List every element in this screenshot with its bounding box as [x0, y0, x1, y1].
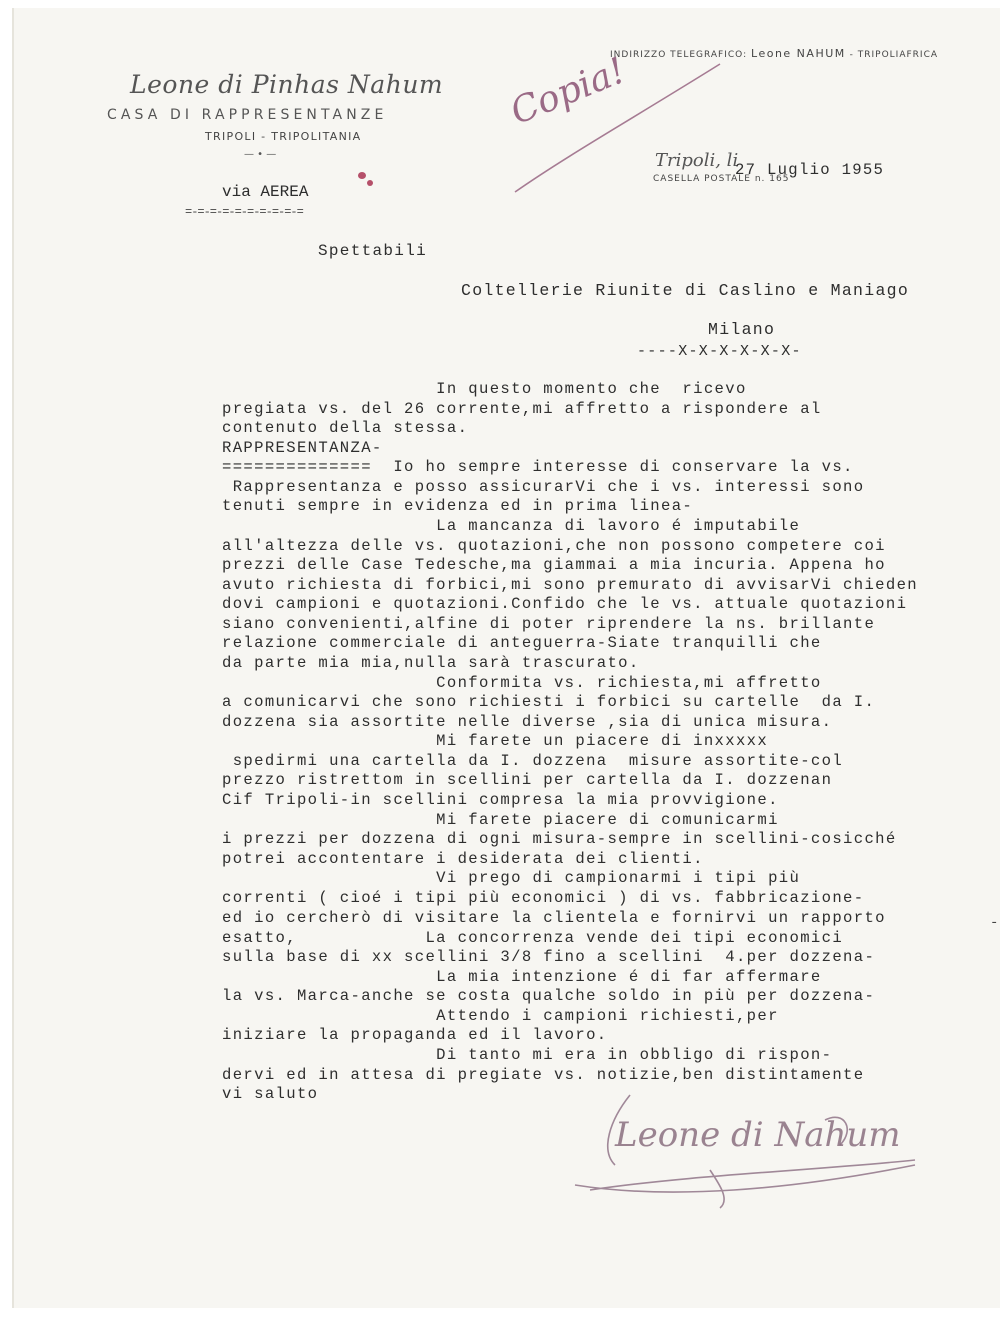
telegraph-name: Leone NAHUM: [751, 47, 846, 60]
salutation: Spettabili: [318, 242, 428, 260]
letterhead-script-name: Leone di Pinhas Nahum: [130, 70, 444, 99]
date-place: Tripoli, li: [655, 150, 739, 171]
body-line: iniziare la propaganda ed il lavoro.: [222, 1026, 608, 1044]
annotation-copia: Copia!: [505, 50, 632, 134]
body-line: Cif Tripoli-in scellini compresa la mia provvigione.: [222, 791, 779, 809]
body-line: Attendo i campioni richiesti,per: [222, 1007, 779, 1025]
body-line: La mancanza di lavoro é imputabile: [222, 517, 801, 535]
body-line: pregiata vs. del 26 corrente,mi affretto a rispondere al: [222, 400, 822, 418]
body-line: Mi farete un piacere di inxxxxx: [222, 732, 769, 750]
body-line: RAPPRESENTANZA-: [222, 439, 383, 457]
margin-mark: -: [990, 915, 999, 931]
body-line: dervi ed in attesa di pregiate vs. notizie,ben distintamente: [222, 1066, 865, 1084]
ink-dot: [367, 180, 373, 186]
body-line: avuto richiesta di forbici,mi sono premurato di avvisarVi chieden: [222, 576, 919, 594]
body-line: ed io cercherò di visitare la clientela e fornirvi un rapporto: [222, 909, 886, 927]
letterhead-subtitle: CASA DI RAPPRESENTANZE: [107, 107, 388, 123]
body-line: prezzo ristrettom in scellini per cartella da I. dozzenan: [222, 771, 833, 789]
body-line: potrei accontentare i desiderata dei clienti.: [222, 850, 704, 868]
signature: Leone di Nahum: [615, 1115, 901, 1155]
body-line: dozzena sia assortite nelle diverse ,sia di unica misura.: [222, 713, 833, 731]
body-line: Rappresentanza e posso assicurarVi che i vs. interessi sono: [222, 478, 865, 496]
body-line: Di tanto mi era in obbligo di rispon-: [222, 1046, 833, 1064]
body-line: prezzi delle Case Tedesche,ma giammai a mia incuria. Appena ho: [222, 556, 886, 574]
body-line: Vi prego di campionarmi i tipi più: [222, 869, 801, 887]
body-line: Mi farete piacere di comunicarmi: [222, 811, 779, 829]
body-line: vi saluto: [222, 1085, 319, 1103]
body-line: La mia intenzione é di far affermare: [222, 968, 822, 986]
recipient-separator: ----X-X-X-X-X-X-: [637, 343, 802, 360]
letter-date: 27 Luglio 1955: [735, 161, 885, 179]
ink-dot: [358, 172, 366, 179]
body-line: da parte mia mia,nulla sarà trascurato.: [222, 654, 640, 672]
body-line: all'altezza delle vs. quotazioni,che non possono competere coi: [222, 537, 886, 555]
mail-type-underline: =-=-=-=-=-=-=-=-=-=: [185, 205, 303, 219]
recipient-name: Coltellerie Riunite di Caslino e Maniago: [461, 281, 910, 300]
body-line: correnti ( cioé i tipi più economici ) di vs. fabbricazione-: [222, 889, 865, 907]
telegraph-suffix: - TRIPOLIAFRICA: [849, 50, 939, 60]
body-line: i prezzi per dozzena di ogni misura-sempre in scellini-cosicché: [222, 830, 897, 848]
body-line: la vs. Marca-anche se costa qualche soldo in più per dozzena-: [222, 987, 876, 1005]
telegraph-prefix: INDIRIZZO TELEGRAFICO:: [610, 50, 748, 60]
casella-postale: CASELLA POSTALE n. 165: [653, 174, 790, 184]
letterhead-city: TRIPOLI - TRIPOLITANIA: [205, 130, 362, 143]
body-line: dovi campioni e quotazioni.Confido che le vs. attuale quotazioni: [222, 595, 908, 613]
mail-type: via AEREA: [222, 183, 309, 201]
body-line: Conformita vs. richiesta,mi affretto: [222, 674, 822, 692]
body-line: ============== Io ho sempre interesse di conservare la vs.: [222, 458, 854, 476]
body-line: tenuti sempre in evidenza ed in prima linea-: [222, 497, 694, 515]
body-line: sulla base di xx scellini 3/8 fino a scellini 4.per dozzena-: [222, 948, 876, 966]
body-line: In questo momento che ricevo: [222, 380, 747, 398]
body-line: esatto, La concorrenza vende dei tipi economici: [222, 929, 844, 947]
body-line: relazione commerciale di anteguerra-Siate tranquilli che: [222, 634, 822, 652]
letterhead-city-dash: — • —: [244, 149, 277, 160]
recipient-city: Milano: [708, 320, 776, 339]
body-line: a comunicarvi che sono richiesti i forbici su cartelle da I.: [222, 693, 876, 711]
body-line: siano convenienti,alfine di poter riprendere la ns. brillante: [222, 615, 876, 633]
body-line: spedirmi una cartella da I. dozzena misure assortite-col: [222, 752, 844, 770]
telegraph-address: [610, 47, 938, 60]
body-line: contenuto della stessa.: [222, 419, 469, 437]
